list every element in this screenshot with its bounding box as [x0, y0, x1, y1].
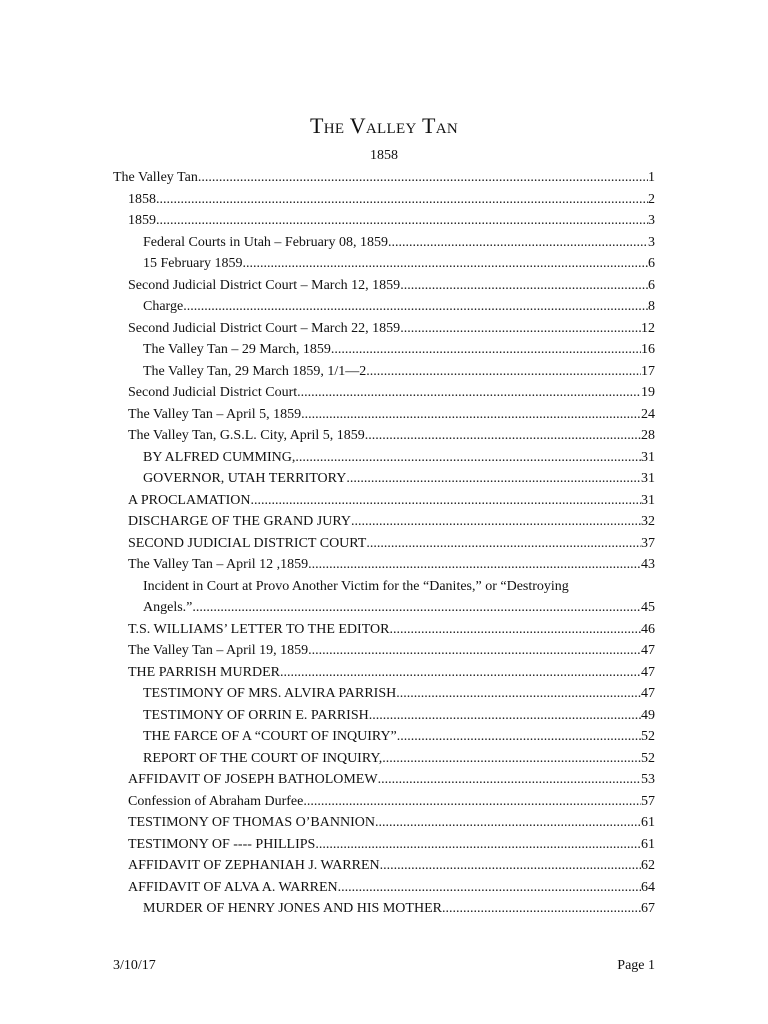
- toc-entry-title: Charge: [143, 299, 184, 314]
- toc-entry-title: GOVERNOR, UTAH TERRITORY: [143, 471, 347, 486]
- toc-entry-title: SECOND JUDICIAL DISTRICT COURT: [128, 535, 367, 551]
- toc-entry-page-number: 31: [641, 492, 655, 508]
- toc-entry[interactable]: [113, 318, 655, 340]
- toc-dot-leader: [338, 877, 641, 899]
- toc-entry[interactable]: [113, 662, 655, 684]
- toc-entry[interactable]: [113, 232, 655, 254]
- toc-entry-page-number: 24: [641, 406, 655, 422]
- toc-dot-leader: [365, 425, 641, 447]
- toc-entry-title: TESTIMONY OF MRS. ALVIRA PARRISH: [143, 686, 397, 701]
- toc-entry-page-number: 31: [641, 471, 655, 486]
- toc-entry[interactable]: [113, 253, 655, 275]
- toc-entry-page-number: 47: [641, 643, 655, 658]
- toc-entry[interactable]: [113, 748, 655, 770]
- toc-entry-page-number: 3: [648, 213, 655, 228]
- toc-entry-page-number: 61: [641, 815, 655, 830]
- toc-entry[interactable]: [113, 382, 655, 404]
- toc-dot-leader: [331, 339, 641, 361]
- toc-dot-leader: [192, 597, 641, 619]
- toc-entry-title: The Valley Tan – April 12 ,1859: [128, 557, 309, 572]
- toc-dot-leader: [400, 318, 641, 340]
- toc-entry-title: REPORT OF THE COURT OF INQUIRY,: [143, 750, 383, 766]
- toc-entry-title: The Valley Tan – 29 March, 1859: [143, 342, 331, 357]
- toc-dot-leader: [369, 705, 641, 727]
- toc-dot-leader: [397, 726, 641, 748]
- toc-entry-page-number: 32: [641, 514, 655, 529]
- toc-entry-title: The Valley Tan – April 19, 1859: [128, 643, 309, 658]
- toc-entry-page-number: 6: [648, 277, 655, 293]
- toc-entry-title: Second Judicial District Court – March 12, 1859: [128, 277, 401, 293]
- toc-entry-page-number: 31: [641, 449, 655, 465]
- toc-entry-page-number: 6: [648, 256, 655, 271]
- toc-dot-leader: [308, 640, 641, 662]
- toc-dot-leader: [366, 533, 641, 555]
- toc-entry-page-number: 1: [648, 170, 655, 185]
- toc-entry[interactable]: [113, 404, 655, 426]
- toc-entry-title: TESTIMONY OF THOMAS O’BANNION: [128, 815, 375, 830]
- toc-dot-leader: [295, 447, 641, 469]
- toc-entry-title: The Valley Tan: [113, 170, 198, 185]
- toc-dot-leader: [378, 769, 641, 791]
- toc-entry[interactable]: [113, 425, 655, 447]
- toc-dot-leader: [396, 683, 641, 705]
- toc-dot-leader: [198, 167, 648, 189]
- toc-entry-title: DISCHARGE OF THE GRAND JURY: [128, 514, 351, 529]
- toc-entry[interactable]: [113, 210, 655, 232]
- toc-entry-page-number: 47: [641, 664, 655, 680]
- toc-entry-page-number: 17: [641, 363, 655, 379]
- footer-date: 3/10/17: [113, 958, 156, 973]
- toc-dot-leader: [251, 490, 641, 512]
- toc-entry-title: BY ALFRED CUMMING,: [143, 449, 296, 465]
- toc-dot-leader: [301, 404, 641, 426]
- toc-dot-leader: [351, 511, 641, 533]
- toc-entry-page-number: 49: [641, 707, 655, 723]
- toc-entry[interactable]: [113, 726, 655, 748]
- toc-entry[interactable]: [113, 705, 655, 727]
- toc-entry-title: 1859: [128, 213, 156, 228]
- toc-entry-page-number: 3: [648, 234, 655, 250]
- toc-dot-leader: [388, 232, 648, 254]
- document-title: The Valley Tan: [310, 113, 458, 138]
- document-subtitle: 1858: [370, 148, 398, 163]
- toc-entry-title: The Valley Tan, 29 March 1859, 1/1—2: [143, 363, 367, 379]
- toc-entry-page-number: 47: [641, 686, 655, 701]
- toc-entry-title: AFFIDAVIT OF ALVA A. WARREN: [128, 879, 338, 895]
- toc-entry-page-number: 64: [641, 879, 655, 895]
- toc-entry[interactable]: [113, 447, 655, 469]
- toc-entry-title: AFFIDAVIT OF JOSEPH BATHOLOMEW: [128, 772, 378, 787]
- toc-entry-title: T.S. WILLIAMS’ LETTER TO THE EDITOR: [128, 621, 390, 637]
- toc-entry-page-number: 62: [641, 858, 655, 873]
- toc-dot-leader: [303, 791, 641, 813]
- toc-entry[interactable]: [113, 769, 655, 791]
- toc-dot-leader: [183, 296, 648, 318]
- toc-dot-leader: [382, 748, 641, 770]
- toc-entry[interactable]: [113, 275, 655, 297]
- toc-entry[interactable]: [113, 533, 655, 555]
- toc-entry-page-number: 45: [641, 600, 655, 615]
- toc-entry[interactable]: [113, 619, 655, 641]
- toc-entry-title: 1858: [128, 191, 156, 207]
- toc-dot-leader: [389, 619, 641, 641]
- toc-entry[interactable]: [113, 640, 655, 662]
- toc-entry-title: Incident in Court at Provo Another Victim for the “Danites,” or “Destroying: [143, 578, 569, 594]
- toc-entry[interactable]: [113, 898, 655, 920]
- toc-entry-page-number: 46: [641, 621, 655, 637]
- toc-entry-title: TESTIMONY OF ORRIN E. PARRISH: [143, 707, 369, 723]
- footer-page-number: Page 1: [617, 958, 655, 973]
- toc-dot-leader: [156, 189, 648, 211]
- toc-entry-page-number: 37: [641, 535, 655, 551]
- toc-entry-page-number: 52: [641, 750, 655, 766]
- toc-dot-leader: [280, 662, 641, 684]
- toc-entry[interactable]: [113, 511, 655, 533]
- toc-dot-leader: [308, 554, 641, 576]
- toc-entry-page-number: 16: [641, 342, 655, 357]
- toc-entry-page-number: 67: [641, 901, 655, 916]
- toc-dot-leader: [346, 468, 641, 490]
- toc-dot-leader: [366, 361, 641, 383]
- toc-entry[interactable]: [113, 791, 655, 813]
- toc-entry-title-continued: Angels.”: [143, 600, 193, 615]
- toc-entry-title: The Valley Tan – April 5, 1859: [128, 406, 302, 422]
- toc-entry-title: AFFIDAVIT OF ZEPHANIAH J. WARREN: [128, 858, 380, 873]
- toc-entry-page-number: 2: [648, 191, 655, 207]
- toc-entry-page-number: 8: [648, 299, 655, 314]
- toc-dot-leader: [297, 382, 641, 404]
- table-of-contents: [113, 167, 655, 920]
- toc-entry-title: 15 February 1859: [143, 256, 243, 271]
- toc-entry[interactable]: [113, 576, 655, 619]
- toc-entry[interactable]: [113, 490, 655, 512]
- toc-entry-title: THE FARCE OF A “COURT OF INQUIRY”: [143, 729, 397, 744]
- toc-entry[interactable]: [113, 339, 655, 361]
- toc-entry[interactable]: [113, 855, 655, 877]
- toc-dot-leader: [375, 812, 641, 834]
- toc-dot-leader: [380, 855, 641, 877]
- toc-entry-page-number: 12: [641, 320, 655, 336]
- toc-entry-title: MURDER OF HENRY JONES AND HIS MOTHER: [143, 901, 442, 916]
- toc-entry-title: The Valley Tan, G.S.L. City, April 5, 1859: [128, 428, 365, 443]
- toc-dot-leader: [156, 210, 648, 232]
- toc-dot-leader: [315, 834, 641, 856]
- toc-entry-page-number: 53: [641, 772, 655, 787]
- toc-entry-title: THE PARRISH MURDER: [128, 664, 280, 680]
- toc-entry-page-number: 61: [641, 836, 655, 852]
- toc-entry-page-number: 28: [641, 428, 655, 443]
- toc-entry[interactable]: [113, 812, 655, 834]
- toc-dot-leader: [243, 253, 648, 275]
- toc-entry[interactable]: [113, 296, 655, 318]
- toc-entry-page-number: 43: [641, 557, 655, 572]
- toc-entry-title: Confession of Abraham Durfee: [128, 793, 304, 809]
- toc-entry[interactable]: [113, 167, 655, 189]
- toc-entry-page-number: 52: [641, 729, 655, 744]
- toc-entry[interactable]: [113, 468, 655, 490]
- toc-dot-leader: [442, 898, 641, 920]
- toc-entry[interactable]: [113, 834, 655, 856]
- toc-entry-title: A PROCLAMATION: [128, 492, 251, 508]
- toc-entry-page-number: 19: [641, 385, 655, 400]
- toc-entry[interactable]: [113, 189, 655, 211]
- toc-entry[interactable]: [113, 683, 655, 705]
- toc-entry-title: Second Judicial District Court – March 22, 1859: [128, 320, 401, 336]
- toc-entry[interactable]: [113, 361, 655, 383]
- toc-dot-leader: [400, 275, 648, 297]
- toc-entry-title: TESTIMONY OF ---- PHILLIPS: [128, 836, 316, 852]
- toc-entry-title: Second Judicial District Court: [128, 385, 298, 400]
- toc-entry-page-number: 57: [641, 793, 655, 809]
- toc-entry[interactable]: [113, 554, 655, 576]
- toc-entry[interactable]: [113, 877, 655, 899]
- toc-entry-title: Federal Courts in Utah – February 08, 1859: [143, 234, 388, 250]
